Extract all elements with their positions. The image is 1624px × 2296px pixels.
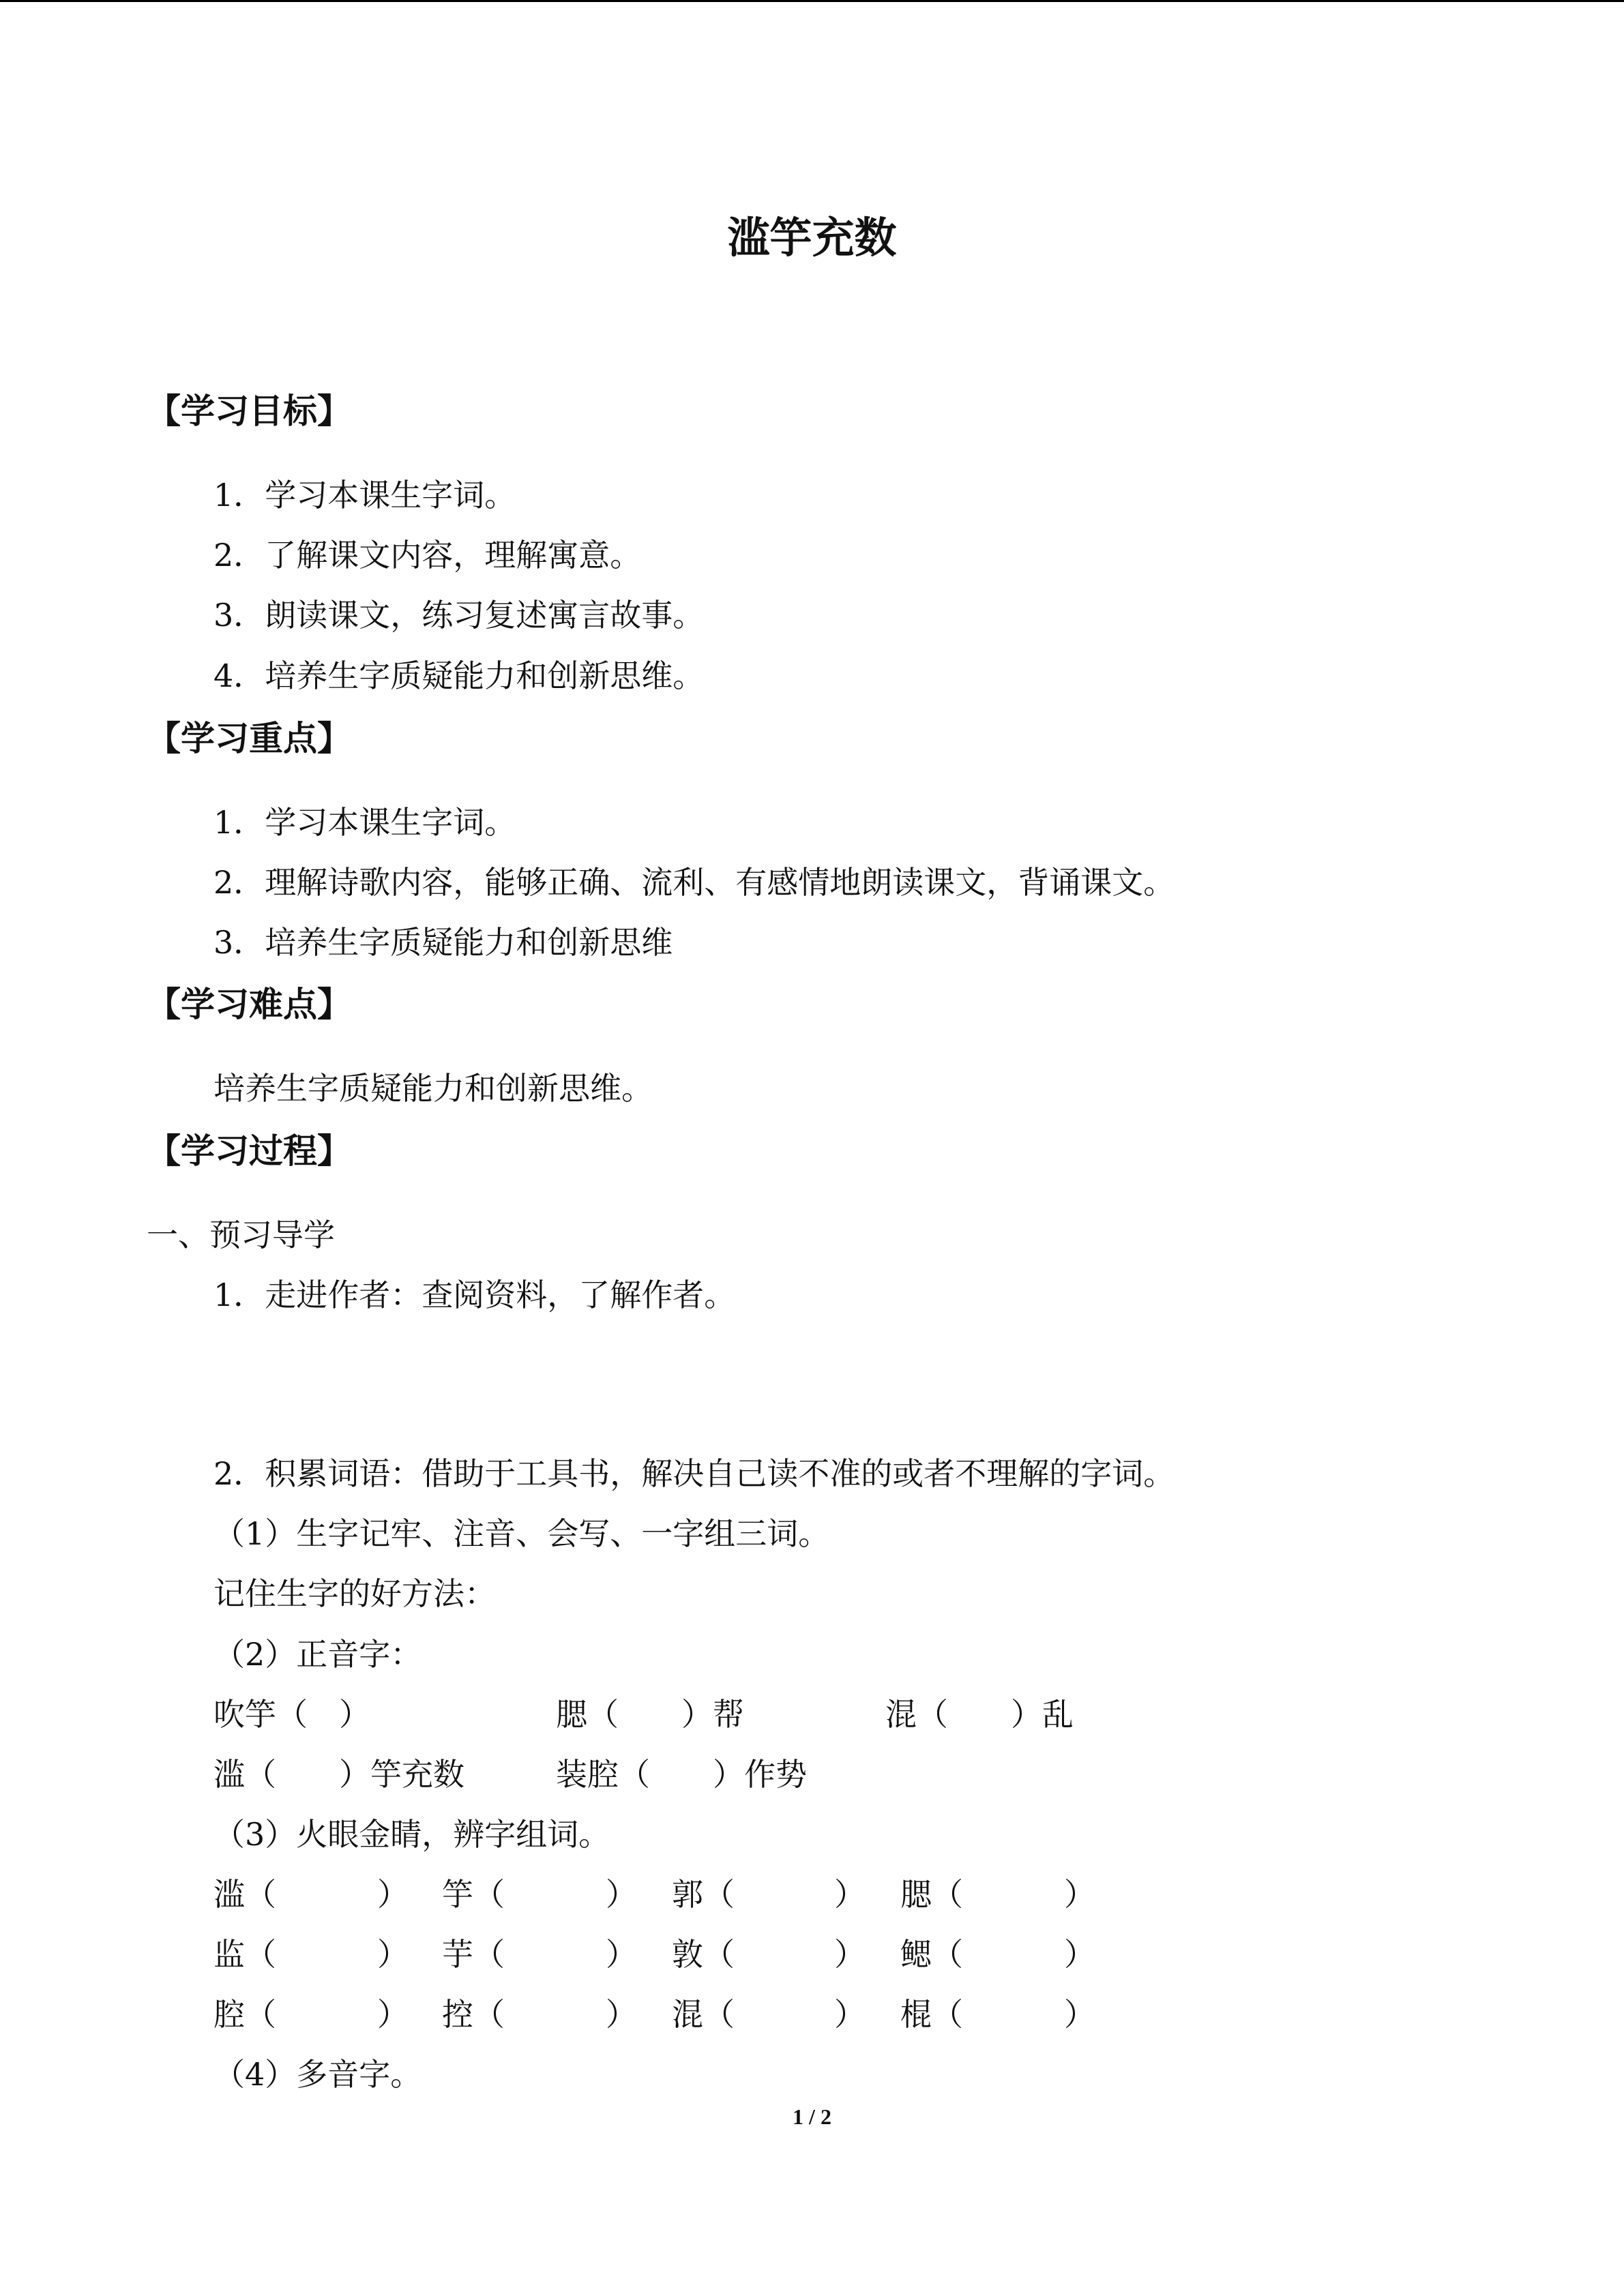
section-preview: 一、预习导学 <box>147 1217 335 1253</box>
char-grid-close: ） <box>834 1876 866 1913</box>
char-grid-cell: 敦（ <box>672 1936 735 1973</box>
char-grid-cell: 腮（ <box>900 1876 963 1913</box>
memory-tip: 记住生字的好方法： <box>213 1575 496 1612</box>
char-grid-close: ） <box>1064 1996 1095 2033</box>
char-grid-cell: 控（ <box>442 1996 505 2033</box>
char-grid-close: ） <box>1064 1936 1095 1973</box>
pronunciation-blank: 吹竽（ ） <box>213 1696 370 1733</box>
char-grid-close: ） <box>606 1936 637 1973</box>
pronunciation-blank: 腮（ ）帮 <box>556 1696 744 1733</box>
pronunciation-blank: 滥（ ）竽充数 <box>213 1756 464 1793</box>
char-grid-cell: 滥（ <box>213 1876 276 1913</box>
objective-item: 1．学习本课生字词。 <box>213 477 516 513</box>
heading-objectives: 【学习目标】 <box>147 391 351 431</box>
heading-key-points: 【学习重点】 <box>147 719 351 758</box>
objective-item: 3．朗读课文，练习复述寓言故事。 <box>213 597 705 633</box>
sub-item-characters: （1）生字记牢、注音、会写、一字组三词。 <box>213 1515 830 1552</box>
heading-difficulty: 【学习难点】 <box>147 985 351 1024</box>
page-number: 1 / 2 <box>793 2104 831 2129</box>
key-point-item: 3．培养生字质疑能力和创新思维 <box>213 924 673 961</box>
objective-item: 2．了解课文内容，理解寓意。 <box>213 537 642 573</box>
document-title: 滥竽充数 <box>727 213 897 263</box>
char-grid-close: ） <box>606 1876 637 1913</box>
char-grid-close: ） <box>377 1876 409 1913</box>
pronunciation-blank: 装腔（ ）作势 <box>556 1756 807 1793</box>
char-grid-cell: 监（ <box>213 1936 276 1973</box>
key-point-item: 2．理解诗歌内容，能够正确、流利、有感情地朗读课文，背诵课文。 <box>213 864 1175 901</box>
difficulty-text: 培养生字质疑能力和创新思维。 <box>213 1070 653 1107</box>
char-grid-cell: 竽（ <box>442 1876 505 1913</box>
char-grid-cell: 混（ <box>672 1996 735 2033</box>
char-grid-close: ） <box>1064 1876 1095 1913</box>
sub-item-distinguish: （3）火眼金睛，辨字组词。 <box>213 1816 610 1853</box>
heading-process: 【学习过程】 <box>147 1131 351 1171</box>
char-grid-close: ） <box>377 1996 409 2033</box>
char-grid-cell: 腔（ <box>213 1996 276 2033</box>
key-point-item: 1．学习本课生字词。 <box>213 804 516 841</box>
char-grid-close: ） <box>834 1936 866 1973</box>
sub-item-pronunciation: （2）正音字： <box>213 1636 422 1673</box>
char-grid-cell: 芋（ <box>442 1936 505 1973</box>
page-top-border <box>0 0 1624 2</box>
char-grid-close: ） <box>606 1996 637 2033</box>
process-item-vocabulary: 2．积累词语：借助于工具书，解决自己读不准的或者不理解的字词。 <box>213 1455 1175 1492</box>
char-grid-close: ） <box>834 1996 866 2033</box>
char-grid-close: ） <box>377 1936 409 1973</box>
char-grid-cell: 棍（ <box>900 1996 963 2033</box>
sub-item-polyphonic: （4）多音字。 <box>213 2056 422 2093</box>
char-grid-cell: 鳃（ <box>900 1936 963 1973</box>
objective-item: 4．培养生字质疑能力和创新思维。 <box>213 657 705 694</box>
process-item-author: 1．走进作者：查阅资料，了解作者。 <box>213 1277 736 1313</box>
pronunciation-blank: 混（ ）乱 <box>885 1696 1074 1733</box>
char-grid-cell: 郭（ <box>672 1876 735 1913</box>
